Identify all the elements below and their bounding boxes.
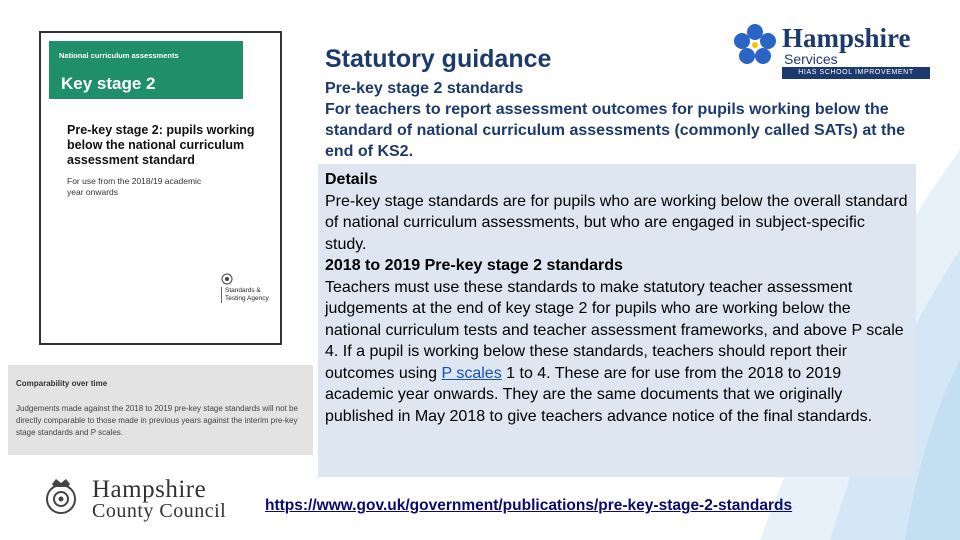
cover-use-note: For use from the 2018/19 academic year onwards xyxy=(67,176,202,197)
agency-label: Standards & Testing Agency xyxy=(221,287,271,303)
flower-icon xyxy=(730,23,780,67)
page-title: Statutory guidance xyxy=(325,45,552,73)
hs-name: Hampshire xyxy=(782,23,911,53)
subheading-title: Pre-key stage 2 standards xyxy=(325,80,524,97)
crest-icon xyxy=(221,273,233,285)
details-section-title: 2018 to 2019 Pre-key stage 2 standards xyxy=(325,257,623,274)
hs-subtitle: Services xyxy=(784,51,838,67)
subheading-text: For teachers to report assessment outcomes for pupils working below the standard of national curriculum assessments (commonly called SATs) at the end of KS2. xyxy=(325,101,905,160)
comparability-title: Comparability over time xyxy=(16,379,108,388)
document-cover xyxy=(39,31,282,345)
county-crest-icon xyxy=(40,476,82,518)
hampshire-county-council-logo xyxy=(40,474,250,524)
details-paragraph-2 xyxy=(325,277,910,428)
details-box xyxy=(318,164,916,477)
details-paragraph-2-end: 1 to 4. These are for use from the 2018 to 2019 academic year onwards. They are the same documents that we originally published in May 2018 to give teachers advance notice of the final standards. xyxy=(325,364,873,425)
source-url-link[interactable]: https://www.gov.uk/government/publications/pre-key-stage-2-standards xyxy=(265,497,793,514)
hcc-subtitle: County Council xyxy=(92,500,227,522)
comparability-box xyxy=(8,365,313,455)
details-title: Details xyxy=(325,171,378,188)
hcc-name: Hampshire xyxy=(92,476,207,503)
details-paragraph-2-start: Teachers must use these standards to make statutory teacher assessment judgements at the end of key stage 2 for pupils who are working below the national curriculum tests and teacher assessment frameworks, and above P scale 4. If a pupil is working below these standards, teachers should report their outcomes using xyxy=(325,278,904,382)
p-scales-link[interactable]: P scales xyxy=(441,364,502,382)
hs-bar: HIAS SCHOOL IMPROVEMENT xyxy=(782,67,930,79)
comparability-text: Judgements made against the 2018 to 2019 pre-key stage standards will not be directly comparable to those made in previous years against the interim pre-key stage standards and P scales. xyxy=(16,404,298,437)
cover-header-band xyxy=(49,41,243,99)
cover-small-title: National curriculum assessments xyxy=(59,51,179,60)
cover-key-stage: Key stage 2 xyxy=(61,74,156,93)
subheading xyxy=(325,78,935,162)
cover-title: Pre-key stage 2: pupils working below the national curriculum assessment standard xyxy=(67,123,255,167)
hampshire-services-logo xyxy=(730,23,930,79)
details-paragraph-1: Pre-key stage standards are for pupils who are working below the overall standard of national curriculum assessments, but who are engaged in subject-specific study. xyxy=(325,192,908,253)
